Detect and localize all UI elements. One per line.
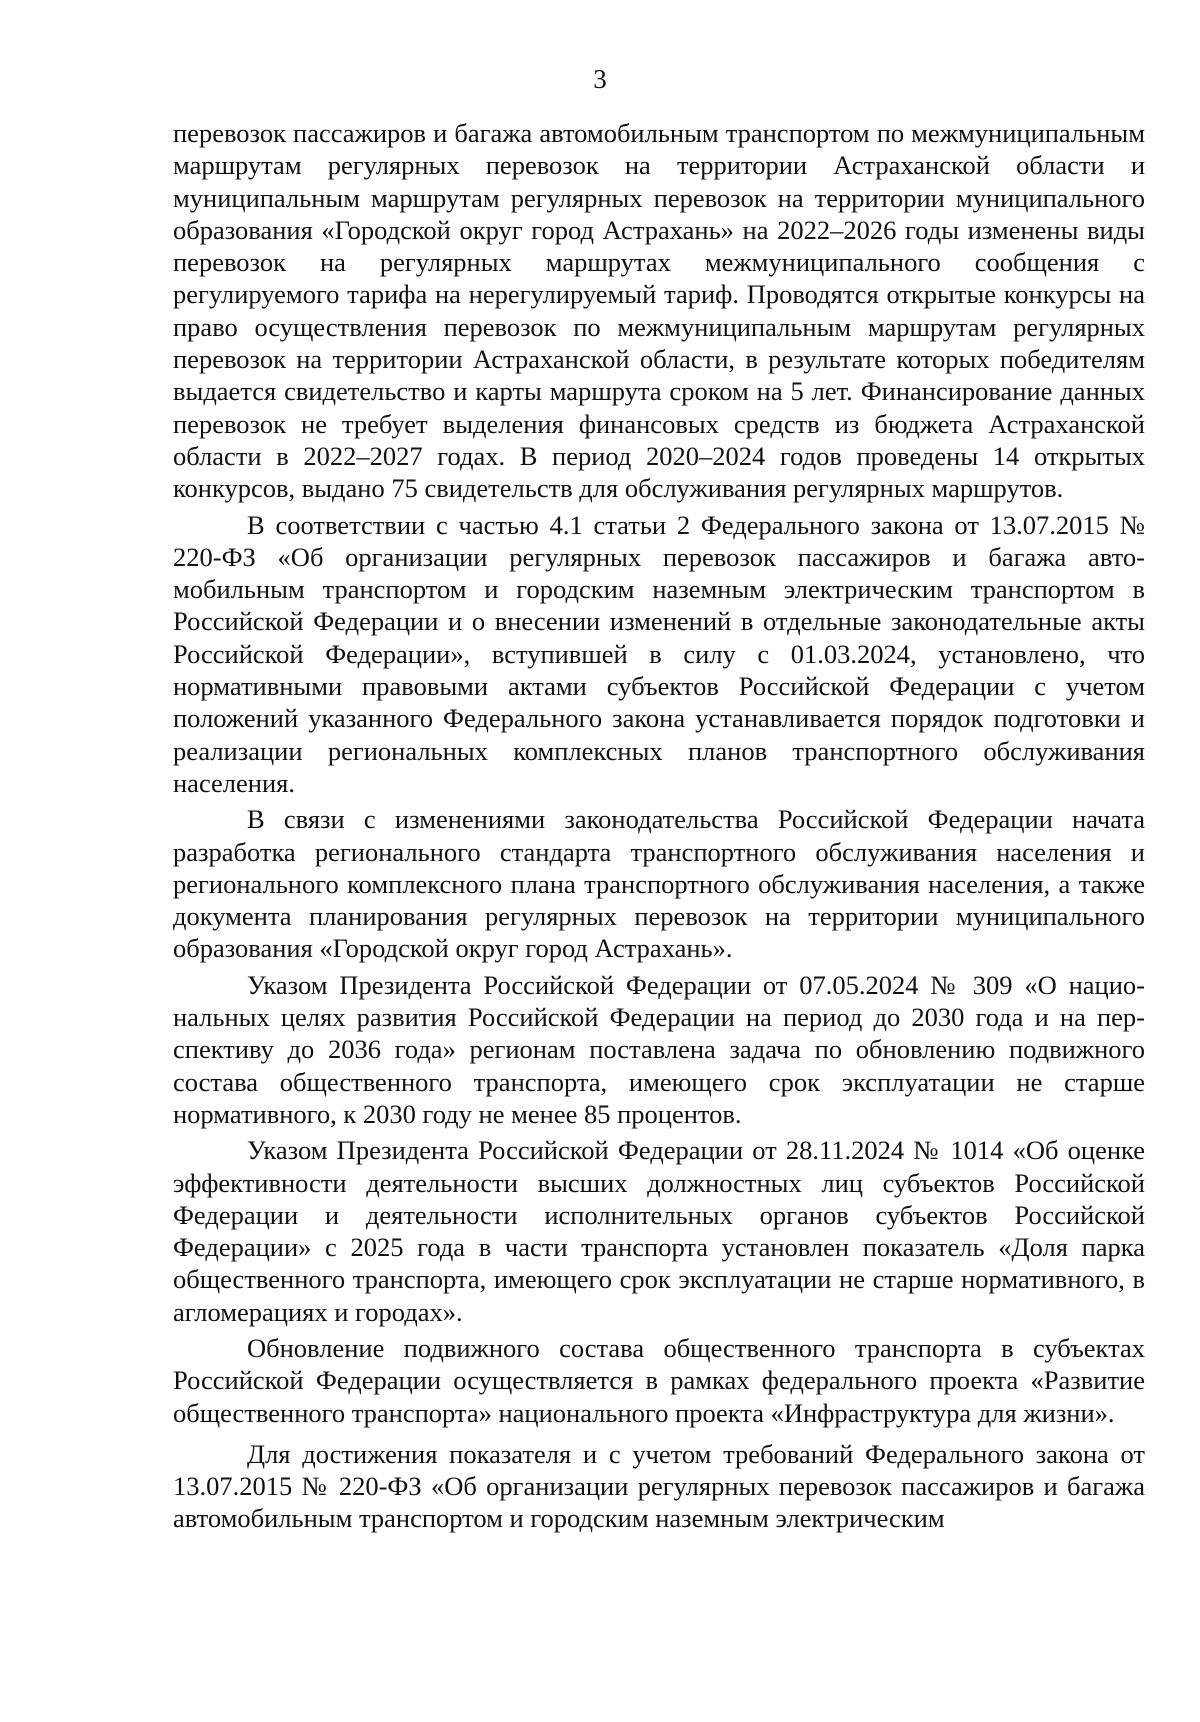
paragraph-decree-1014: Указом Президента Российской Федерации от 28.11.2024 № 1014 «Об оценке эффективности деятельности высших должностных лиц субъектов Российской Федерации и деятельности исполнительных органов субъектов Российской Федерации» с 2025 года в части транспорта установлен показатель «Доля парка общественного транспорта, имеющего срок эксплуатации не старше нормативного, в агломерациях и городах». [173,1135,1145,1327]
paragraph-regional-standard: В связи с изменениями законодательства Российской Федерации начата разработка регионального стандарта транспортного обслуживания населения и регионального комплексного плана транспортного обслуживания населения, а также документа планирования регулярных перевозок на территории муниципального образования «Городской округ город Астрахань». [173,804,1145,964]
page-number: 3 [593,64,607,94]
paragraph-decree-309: Указом Президента Российской Федерации от 07.05.2024 № 309 «О национальных целях развития Российской Федерации на период до 2030 года и на перспективу до 2036 года» регионам поставлена задача по обновлению подвижного состава общественного транспорта, имеющего срок эксплуатации не старше нормативного, к 2030 году не менее 85 процентов. [173,969,1145,1129]
paragraph-transport-competitions: перевозок пассажиров и багажа автомобильным транспортом по межмуниципальным маршрутам регулярных перевозок на территории Астраханской области и муниципальным маршрутам регулярных перевозок на территории муниципального образования «Городской округ город Астрахань» на 2022–2026 годы изменены виды перевозок на регулярных маршрутах межмуниципального сообщения с регулируемого тарифа на нерегулируемый тариф. Проводятся открытые конкурсы на право осуществления перевозок по межмуниципальным маршрутам регулярных перевозок на территории Астраханской области, в результате которых победителям выдается свидетельство и карты маршрута сроком на 5 лет. Финансирование данных перевозок не требует выделения финансовых средств из бюджета Астраханской области в 2022–2027 годах. В период 2020–2024 годов проведены 14 открытых конкурсов, выдано 75 свидетельств для обслуживания регулярных маршрутов. [173,118,1145,504]
paragraph-fleet-renewal: Обновление подвижного состава общественного транспорта в субъектах Российской Федерации осуществляется в рамках федерального проекта «Развитие общественного транспорта» национального проекта «Инфраструктура для жизни». [173,1332,1145,1428]
paragraph-federal-law-220: В соответствии с частью 4.1 статьи 2 Федерального закона от 13.07.2015 № 220-ФЗ «Об организации регулярных перевозок пассажиров и багажа автомобильным транспортом и городским наземным электрическим транспортом в Российской Федерации и о внесении изменений в отдельные законодательные акты Российской Федерации», вступившей в силу с 01.03.2024, установлено, что нормативными правовыми актами субъектов Российской Федерации с учетом положений указанного Федерального закона устанавливается порядок подготовки и реализации региональных комплексных планов транспортного обслуживания населения. [173,509,1145,798]
paragraph-indicator-achievement: Для достижения показателя и с учетом требований Федерального закона от 13.07.2015 № 220-ФЗ «Об организации регулярных перевозок пассажиров и багажа автомобильным транспортом и городским наземным электрическим [173,1438,1145,1534]
document-body [173,117,1145,1535]
